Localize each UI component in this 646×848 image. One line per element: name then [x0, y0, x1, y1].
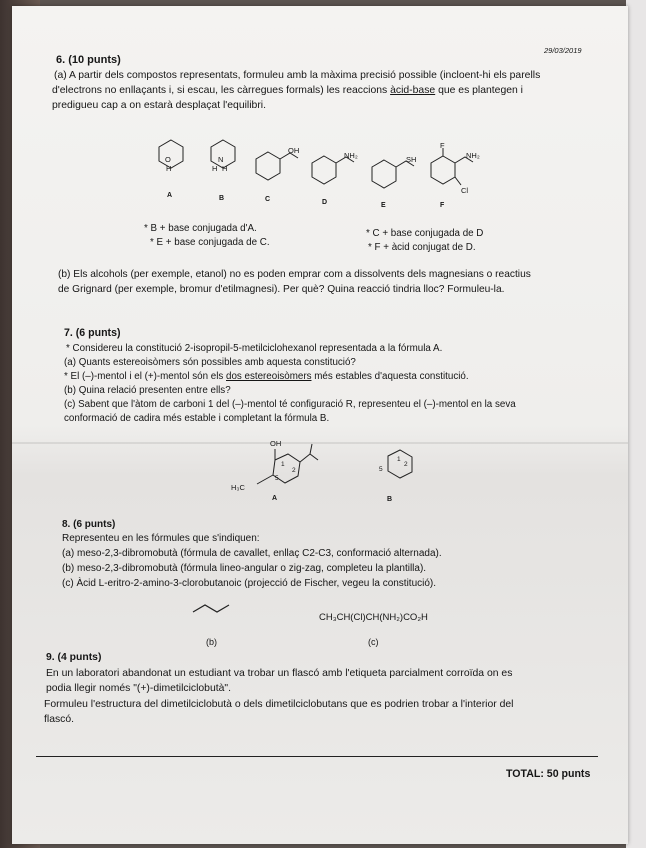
q6a-line2: d'electrons no enllaçants i, si escau, les càrregues formals) les reaccions àcid-base que es plantegen i: [52, 85, 523, 96]
menthol-c2: 2: [292, 467, 296, 474]
q6-structures: [12, 126, 628, 216]
menthol-c1: 1: [281, 461, 285, 468]
compound-e-sh: SH: [406, 155, 417, 164]
compound-f-ring: [431, 156, 455, 184]
template-c5: 5: [379, 466, 383, 473]
q8a: (a) meso-2,3-dibromobutà (fórmula de cavallet, enllaç C2-C3, conformació alternada).: [62, 548, 442, 559]
q7b: (b) Quina relació presenten entre ells?: [64, 385, 231, 396]
q9-title: 9. (4 punts): [46, 652, 102, 663]
q8c: (c) Àcid L-eritro-2-amino-3-clorobutanoic (projecció de Fischer, vegeu la constitució).: [62, 578, 437, 589]
compound-label-d: D: [322, 199, 328, 206]
menthol-c5: 5: [275, 475, 279, 482]
q9-line3: Formuleu l'estructura del dimetilciclobutà o dels dimetilciclobutans que es podrien trobar a l'interior del: [44, 699, 514, 710]
template-c1: 1: [397, 456, 401, 463]
compound-label-a: A: [167, 192, 173, 199]
q6a-line3: predigueu cap a on estarà desplaçat l'equilibri.: [52, 100, 266, 111]
q8-title: 8. (6 punts): [62, 519, 116, 530]
q8-label-c: (c): [368, 637, 379, 647]
reaction-4: * F + àcid conjugat de D.: [368, 242, 476, 253]
q6b-line2: de Grignard (per exemple, bromur d'etilmagnesi). Per què? Quina reacció tindria lloc? Formuleu-la.: [58, 284, 505, 295]
compound-c-oh: OH: [288, 146, 300, 155]
divider-line: [36, 756, 598, 757]
q9-line2: podia llegir només "(+)-dimetilciclobutà".: [46, 683, 231, 694]
q7-line2: * El (–)-mentol i el (+)-mentol són els dos estereoisòmers més estables d'aquesta constitució.: [64, 371, 469, 382]
exam-sheet: [12, 6, 628, 844]
compound-f-cl: Cl: [461, 186, 469, 195]
q7-title: 7. (6 punts): [64, 327, 121, 339]
menthol-ch3: H₃C: [231, 483, 245, 492]
structure-label-a: A: [272, 495, 278, 502]
compound-e-ring: [372, 160, 396, 188]
q8b: (b) meso-2,3-dibromobutà (fórmula lineo-angular o zig-zag, completeu la plantilla).: [62, 563, 427, 574]
background-right: [626, 0, 646, 848]
q7c-line2: conformació de cadira més estable i completant la fórmula B.: [64, 413, 330, 424]
compound-label-f: F: [440, 202, 445, 209]
compound-c-ring: [256, 152, 280, 180]
q7c-line1: (c) Sabent que l'àtom de carboni 1 del (–)-mentol té configuració R, representeu el (–)-mentol en la seva: [64, 399, 516, 410]
compound-a-o: O: [165, 155, 171, 164]
q8-label-b: (b): [206, 637, 217, 647]
q9-line4: flascó.: [44, 714, 75, 725]
q6-title: 6. (10 punts): [56, 54, 121, 66]
compound-a-h: H: [166, 164, 172, 173]
q6b-line1: (b) Els alcohols (per exemple, etanol) no es poden emprar com a dissolvents dels magnesians o reactius: [58, 269, 531, 280]
compound-b-h2: H: [222, 164, 228, 173]
reaction-1: * B + base conjugada d'A.: [144, 223, 257, 234]
compound-label-c: C: [265, 196, 271, 203]
compound-label-b: B: [219, 195, 225, 202]
q6a-line1: (a) A partir dels compostos representats, formuleu amb la màxima precisió possible (incloent-hi els parells: [54, 70, 541, 81]
compound-label-e: E: [381, 202, 386, 209]
reaction-3: * C + base conjugada de D: [366, 228, 484, 239]
q9-line1: En un laboratori abandonat un estudiant va trobar un flascó amb l'etiqueta parcialment corroïda on es: [46, 668, 513, 679]
compound-f-f: F: [440, 141, 445, 150]
exam-date: 29/03/2019: [544, 46, 582, 55]
q7-line1: * Considereu la constitució 2-isopropil-5-metilciclohexanol representada a la fórmula A.: [66, 343, 443, 354]
compound-d-nh2: NH₂: [344, 151, 358, 160]
menthol-oh: OH: [270, 439, 282, 448]
compound-d-ring: [312, 156, 336, 184]
reaction-2: * E + base conjugada de C.: [150, 237, 270, 248]
q7-structures: [12, 444, 628, 514]
template-c2: 2: [404, 461, 408, 468]
compound-b-h1: H: [212, 164, 218, 173]
compound-b-n: N: [218, 155, 224, 164]
q7a: (a) Quants estereoisòmers són possibles amb aquesta constitució?: [64, 357, 356, 368]
q8-intro: Representeu en les fórmules que s'indiquen:: [62, 533, 260, 544]
compound-f-nh2: NH₂: [466, 151, 480, 160]
structure-label-b: B: [387, 496, 393, 503]
q6a-underlined: àcid-base: [390, 85, 436, 96]
total-points: TOTAL: 50 punts: [506, 768, 591, 780]
q8-formula: CH₃CH(Cl)CH(NH₂)CO₂H: [319, 612, 428, 623]
